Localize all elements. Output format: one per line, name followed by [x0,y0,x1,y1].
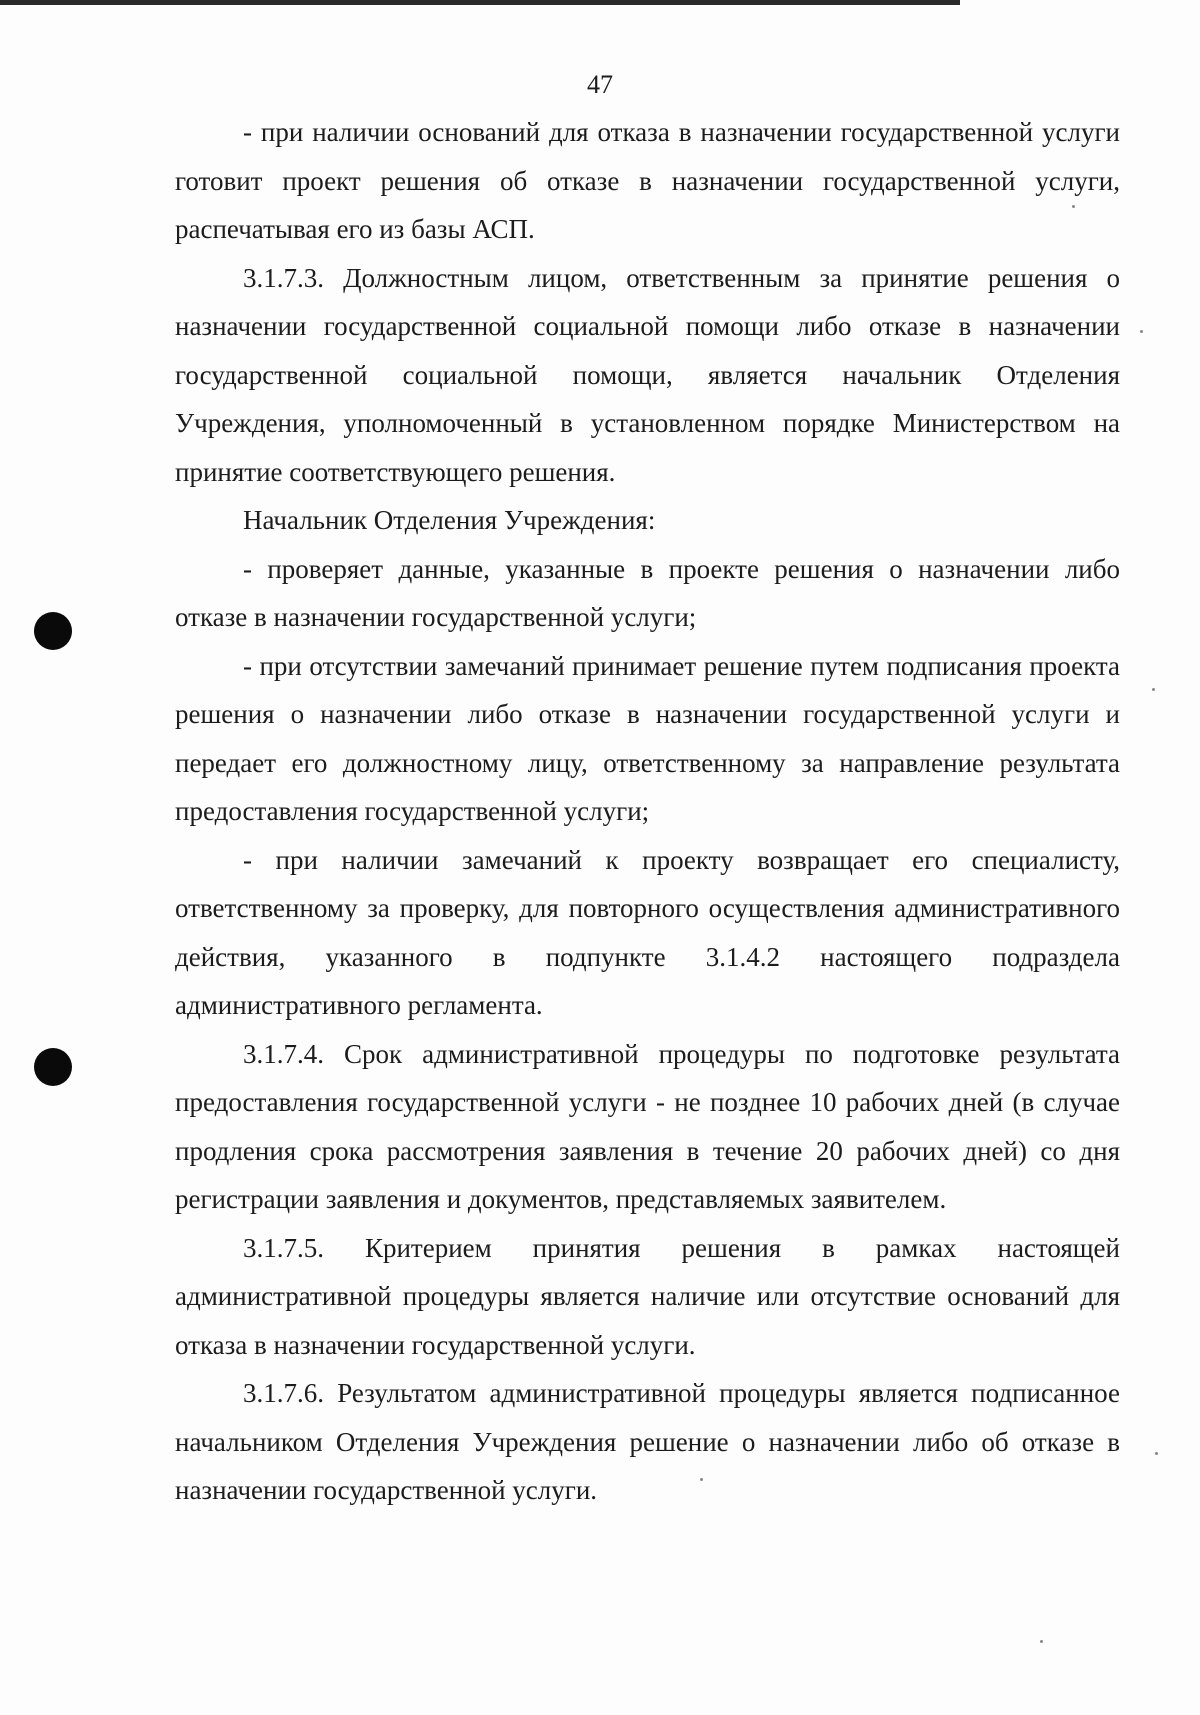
paragraph: - проверяет данные, указанные в проекте решения о назначении либо отказе в назначении государственной услуги; [175,553,1120,632]
hole-punch-mark [34,1048,72,1086]
hole-punch-mark [34,612,72,650]
scan-speck [1155,1452,1158,1455]
scan-speck [1040,1640,1043,1643]
scan-speck [1140,330,1143,333]
page-number: 47 [587,70,613,99]
paragraph: - при наличии оснований для отказа в назначении государственной услуги готовит проект решения об отказе в назначении государственной услуги, распечатывая его из базы АСП. [175,117,1120,244]
paragraph: - при отсутствии замечаний принимает решение путем подписания проекта решения о назначении либо отказе в назначении государственной услуги и передает его должностному лицу, ответственному за направление результата предоставления государственной услуги; [175,650,1120,826]
paragraph: 3.1.7.3. Должностным лицом, ответственным за принятие решения о назначении государственной социальной помощи либо отказе в назначении государственной социальной помощи, является начальник Отделения Учреждения, уполномоченный в установленном порядке Министерством на принятие соответствующего решения. [175,262,1120,487]
paragraph: 3.1.7.5. Критерием принятия решения в рамках настоящей административной процедуры является наличие или отсутствие оснований для отказа в назначении государственной услуги. [175,1232,1120,1360]
paragraph: - при наличии замечаний к проекту возвращает его специалисту, ответственному за проверку, для повторного осуществления административного действия, указанного в подпункте 3.1.4.2 настоящего подраздела административного регламента. [175,844,1120,1020]
paragraph: Начальник Отделения Учреждения: [243,505,656,535]
scan-speck [1152,688,1155,691]
scan-top-border [0,0,960,5]
paragraph: 3.1.7.6. Результатом административной процедуры является подписанное начальником Отделения Учреждения решение о назначении либо об отказе в назначении государственной услуги. [175,1378,1120,1505]
paragraph: 3.1.7.4. Срок административной процедуры по подготовке результата предоставления государственной услуги - не позднее 10 рабочих дней (в случае продления срока рассмотрения заявления в течение 20 рабочих дней) со дня регистрации заявления и документов, представляемых заявителем. [175,1038,1120,1214]
document-body [175,108,1120,1515]
